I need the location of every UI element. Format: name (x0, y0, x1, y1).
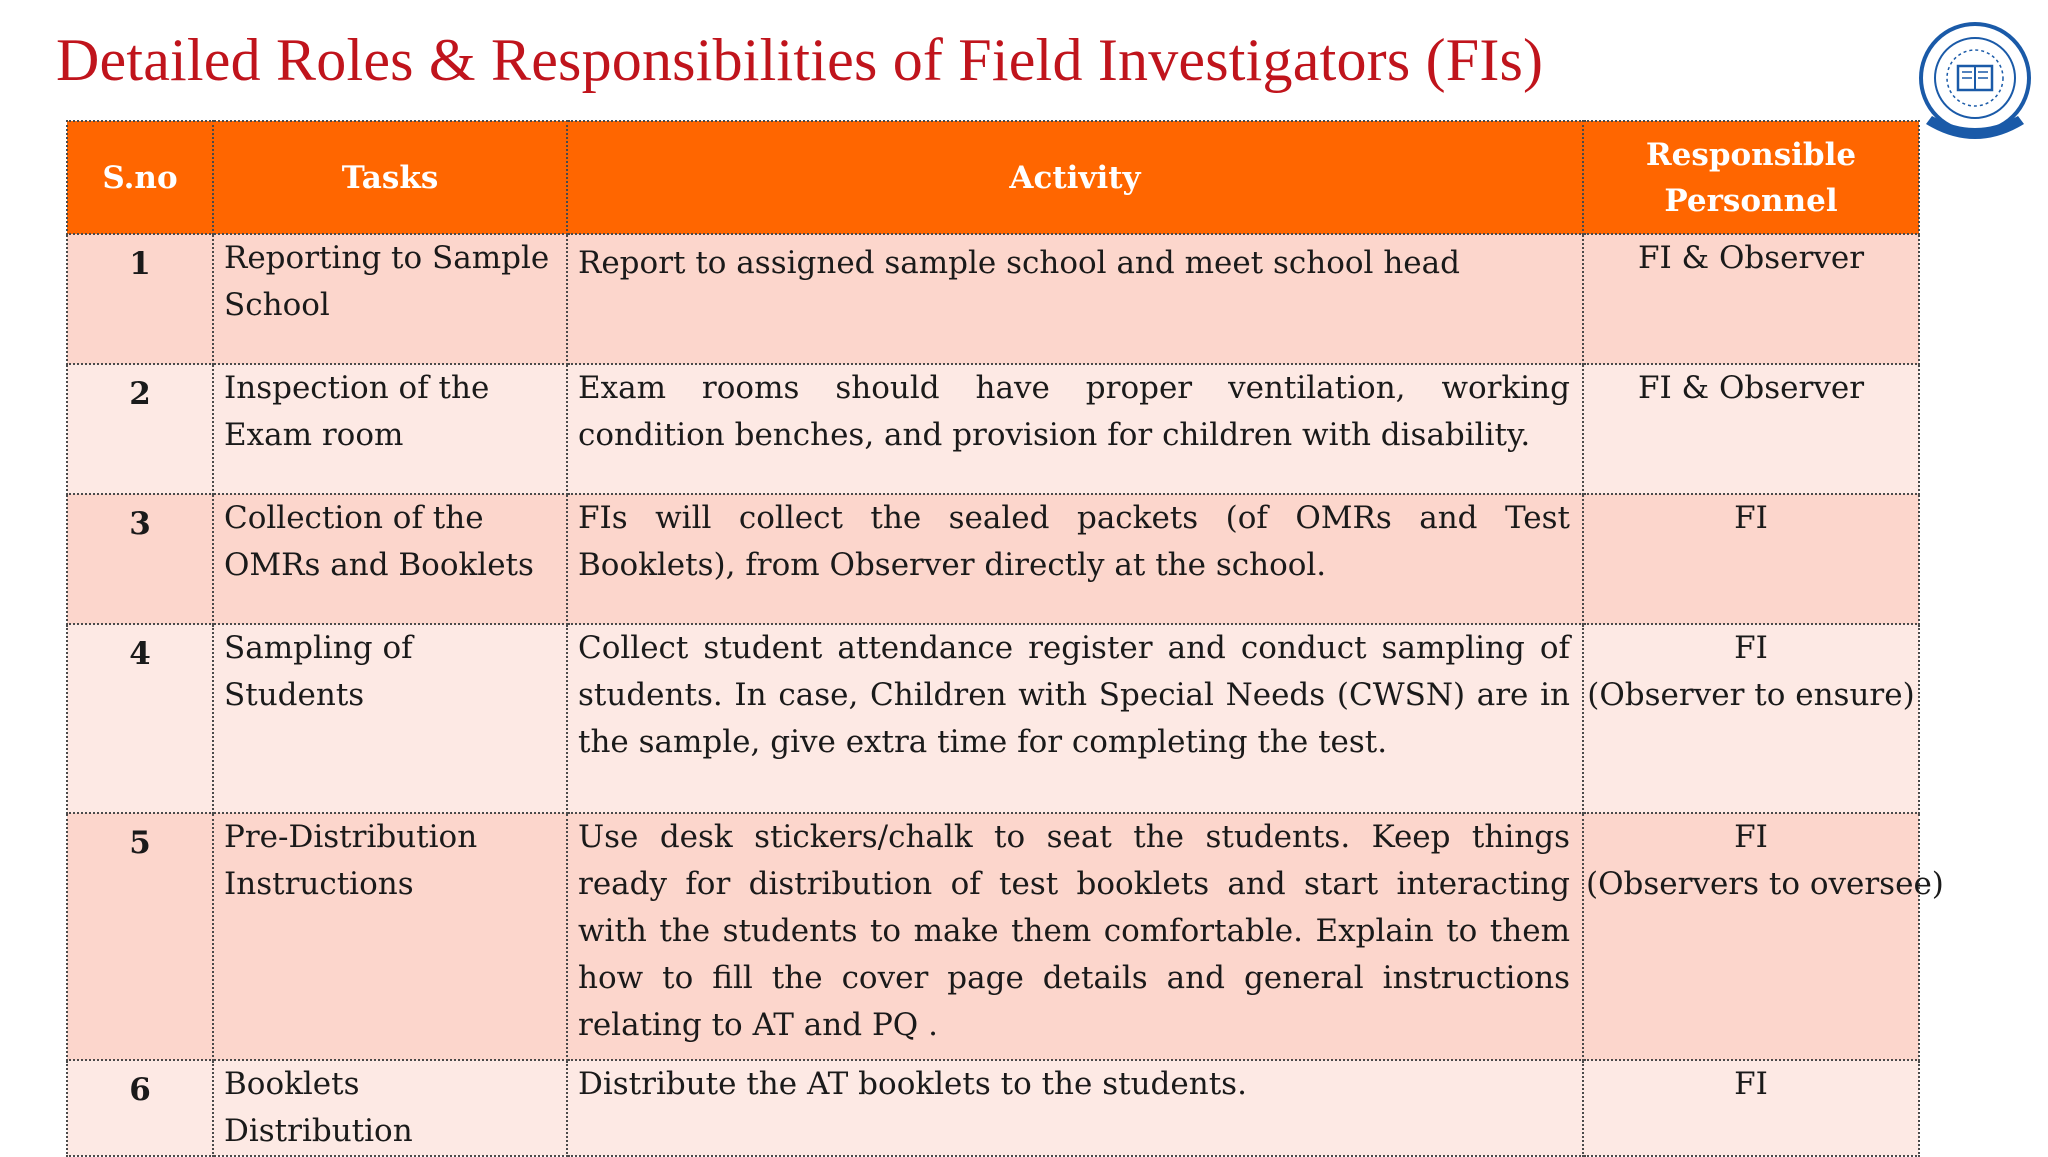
row-task: Pre-Distribution Instructions (213, 813, 567, 1060)
row-task: Sampling of Students (213, 624, 567, 813)
row-responsible (1583, 494, 1919, 624)
header-sno: S.no (67, 121, 213, 234)
page-title: Detailed Roles & Responsibilities of Field Investigators (FIs) (56, 27, 1544, 93)
row-sno: 5 (67, 813, 213, 1060)
row-sno: 4 (67, 624, 213, 813)
table-header-row (67, 121, 1919, 234)
table-row (67, 364, 1919, 494)
table-row (67, 494, 1919, 624)
row-responsible (1583, 234, 1919, 364)
header-tasks: Tasks (213, 121, 567, 234)
header-responsible (1583, 121, 1919, 234)
row-task: Reporting to Sample School (213, 234, 567, 364)
header-activity: Activity (567, 121, 1583, 234)
table-row (67, 813, 1919, 1060)
row-task: Booklets Distribution (213, 1060, 567, 1156)
row-responsible-primary: FI (1734, 1066, 1768, 1102)
row-sno: 3 (67, 494, 213, 624)
table-row (67, 1060, 1919, 1156)
row-activity: Use desk stickers/chalk to seat the students. Keep things ready for distribution of test booklets and start interacting with the students to make them comfortable. Explain to them how to fill the cover page details and general instructions relating to AT and PQ . (567, 813, 1583, 1060)
row-task: Collection of the OMRs and Booklets (213, 494, 567, 624)
row-sno: 1 (67, 234, 213, 364)
row-responsible-note: (Observers to oversee) (1586, 866, 1944, 902)
row-responsible-primary: FI (1734, 500, 1768, 536)
roles-table (66, 120, 1944, 1157)
row-responsible-note: (Observer to ensure) (1587, 677, 1915, 713)
row-responsible-primary: FI & Observer (1637, 370, 1865, 406)
cbse-emblem-icon (1912, 20, 2038, 156)
row-responsible-primary: FI (1734, 819, 1768, 855)
table-row (67, 234, 1919, 364)
row-activity: FIs will collect the sealed packets (of OMRs and Test Booklets), from Observer directly at the school. (567, 494, 1583, 624)
row-activity: Report to assigned sample school and meet school head (567, 234, 1583, 364)
row-task: Inspection of the Exam room (213, 364, 567, 494)
row-responsible-primary: FI (1734, 630, 1768, 666)
header-responsible-line1: Responsible (1645, 136, 1857, 173)
row-responsible-primary: FI & Observer (1637, 240, 1865, 276)
row-activity: Collect student attendance register and conduct sampling of students. In case, Children with Special Needs (CWSN) are in the sample, give extra time for completing the test. (567, 624, 1583, 813)
row-activity: Exam rooms should have proper ventilation, working condition benches, and provision for children with disability. (567, 364, 1583, 494)
row-activity: Distribute the AT booklets to the students. (567, 1060, 1583, 1156)
row-sno: 2 (67, 364, 213, 494)
row-responsible (1583, 1060, 1919, 1156)
row-responsible (1583, 364, 1919, 494)
row-sno: 6 (67, 1060, 213, 1156)
header-responsible-line2: Personnel (1664, 182, 1838, 219)
row-responsible (1583, 624, 1919, 813)
table-row (67, 624, 1919, 813)
row-responsible (1583, 813, 1944, 1060)
